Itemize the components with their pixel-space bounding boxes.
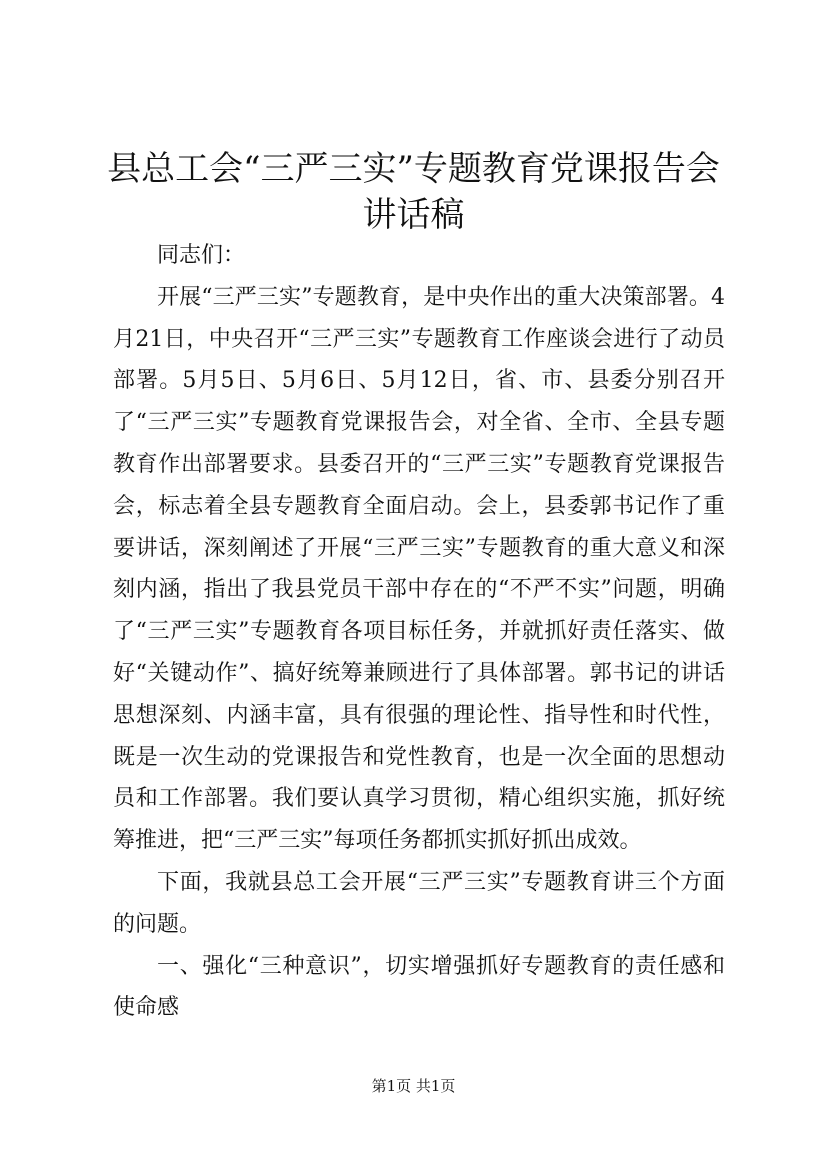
salutation-paragraph: 同志们： [157, 243, 246, 268]
body-paragraph-1: 开展“三严三实”专题教育，是中央作出的重大决策部署。4月21日，中央召开“三严三实”专题教育工作座谈会进行了动员部署。5月5日、5月6日、5月12日，省、市、县委分别召开了“三严三实”专题教育党课报告会，对全省、全市、全县专题教育作出部署要求。县委召开的“三严三实”专题教育党课报告会，标志着全县专题教育全面启动。会上，县委郭书记作了重要讲话，深刻阐述了开展“三严三实”专题教育的重大意义和深刻内涵，指出了我县党员干部中存在的“不严不实”问题，明确了“三严三实”专题教育各项目标任务，并就抓好责任落实、做好“关键动作”、搞好统筹兼顾进行了具体部署。郭书记的讲话思想深刻、内涵丰富，具有很强的理论性、指导性和时代性，既是一次生动的党课报告和党性教育，也是一次全面的思想动员和工作部署。我们要认真学习贯彻，精心组织实施，抓好统筹推进，把“三严三实”每项任务都抓实抓好抓出成效。 [113, 284, 725, 854]
body-paragraph-2: 下面，我就县总工会开展“三严三实”专题教育讲三个方面的问题。 [113, 869, 725, 937]
section-heading-1: 一、强化“三种意识”，切实增强抓好专题教育的责任感和使命感 [113, 953, 725, 1021]
document-body [113, 235, 725, 1029]
page-footer: 第1页 共1页 [371, 1077, 456, 1095]
document-title: 县总工会“三严三实”专题教育党课报告会讲话稿 [107, 149, 720, 235]
